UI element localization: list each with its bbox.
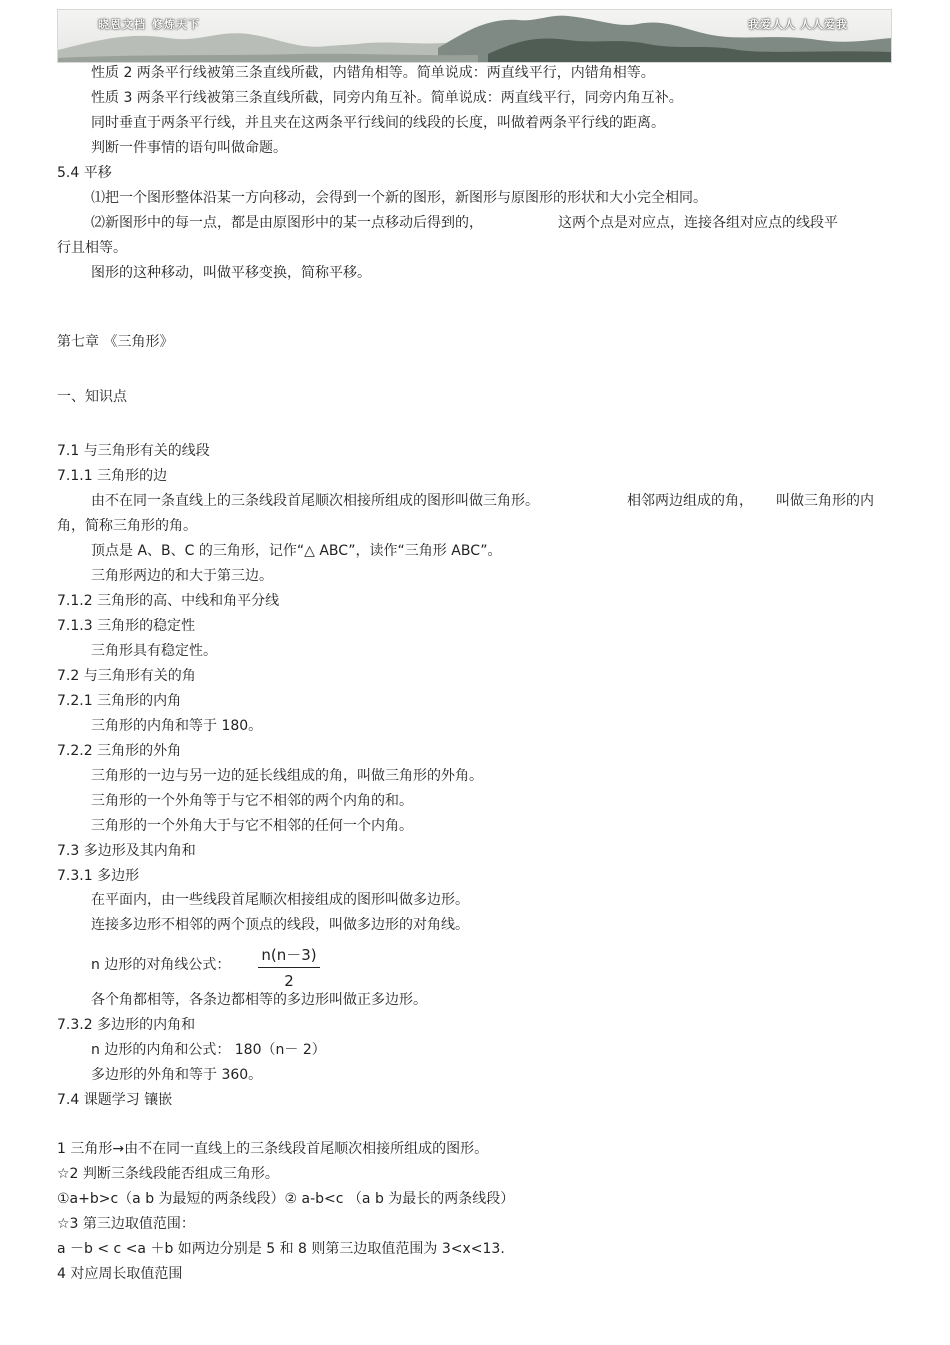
text-line: 由不在同一条直线上的三条线段首尾顺次相接所组成的图形叫做三角形。 bbox=[91, 493, 539, 509]
text-line: 三角形的一边与另一边的延长线组成的角，叫做三角形的外角。 bbox=[91, 768, 483, 784]
text-line: ①a+b>c（a b 为最短的两条线段）② a-b<c （a b 为最长的两条线段） bbox=[57, 1191, 515, 1207]
subsection-heading: 7.1.1 三角形的边 bbox=[57, 468, 168, 484]
text-line: 性质 3 两条平行线被第三条直线所截，同旁内角互补。简单说成：两直线平行，同旁内角互补。 bbox=[91, 90, 683, 106]
text-line: 相邻两边组成的角， bbox=[627, 493, 753, 509]
section-heading: 5.4 平移 bbox=[57, 165, 112, 181]
text-line: ☆2 判断三条线段能否组成三角形。 bbox=[57, 1166, 279, 1182]
formula-numerator: n(n－3) bbox=[258, 944, 320, 968]
section-heading: 7.2 与三角形有关的角 bbox=[57, 668, 196, 684]
text-line: 连接多边形不相邻的两个顶点的线段，叫做多边形的对角线。 bbox=[91, 917, 469, 933]
text-line: 判断一件事情的语句叫做命题。 bbox=[91, 140, 287, 156]
subsection-heading: 7.3.1 多边形 bbox=[57, 868, 140, 884]
text-line: 多边形的外角和等于 360。 bbox=[91, 1067, 263, 1083]
text-line: 三角形的内角和等于 180。 bbox=[91, 718, 263, 734]
text-line: ☆3 第三边取值范围： bbox=[57, 1216, 195, 1232]
text-line: 三角形的一个外角等于与它不相邻的两个内角的和。 bbox=[91, 793, 413, 809]
formula-denominator: 2 bbox=[284, 972, 294, 990]
text-line: 1 三角形→由不在同一直线上的三条线段首尾顺次相接所组成的图形。 bbox=[57, 1141, 489, 1157]
text-line: 角，简称三角形的角。 bbox=[57, 518, 197, 534]
text-line: 叫做三角形的内 bbox=[776, 493, 874, 509]
text-line: 三角形的一个外角大于与它不相邻的任何一个内角。 bbox=[91, 818, 413, 834]
subsection-heading: 7.2.2 三角形的外角 bbox=[57, 743, 182, 759]
banner-text-left-2: 修炼天下 bbox=[152, 18, 200, 31]
chapter-title: 第七章 《三角形》 bbox=[57, 334, 174, 350]
text-line: 图形的这种移动，叫做平移变换，简称平移。 bbox=[91, 265, 371, 281]
banner-text-right-1: 我爱人人 bbox=[748, 18, 796, 31]
text-line: 顶点是 A、B、C 的三角形，记作“△ ABC”，读作“三角形 ABC”。 bbox=[91, 543, 502, 559]
subsection-heading: 7.1.2 三角形的高、中线和角平分线 bbox=[57, 593, 280, 609]
section-heading: 一、知识点 bbox=[57, 389, 127, 405]
text-line: 4 对应周长取值范围 bbox=[57, 1266, 183, 1282]
subsection-heading: 7.3.2 多边形的内角和 bbox=[57, 1017, 196, 1033]
text-line: ⑵新图形中的每一点，都是由原图形中的某一点移动后得到的， bbox=[91, 215, 483, 231]
text-line: 各个角都相等，各条边都相等的多边形叫做正多边形。 bbox=[91, 992, 427, 1008]
text-line: 这两个点是对应点，连接各组对应点的线段平 bbox=[558, 215, 838, 231]
text-line: n 边形的对角线公式： bbox=[91, 957, 231, 973]
banner-text-right-2: 人人爱我 bbox=[800, 18, 848, 31]
text-line: 在平面内，由一些线段首尾顺次相接组成的图形叫做多边形。 bbox=[91, 892, 469, 908]
text-line: 三角形具有稳定性。 bbox=[91, 643, 217, 659]
text-line: 同时垂直于两条平行线，并且夹在这两条平行线间的线段的长度，叫做着两条平行线的距离。 bbox=[91, 115, 665, 131]
subsection-heading: 7.2.1 三角形的内角 bbox=[57, 693, 182, 709]
text-line: n 边形的内角和公式： 180（n－ 2） bbox=[91, 1042, 326, 1058]
section-heading: 7.1 与三角形有关的线段 bbox=[57, 443, 210, 459]
banner-text-left-1: 晓恩文档 bbox=[98, 18, 146, 31]
subsection-heading: 7.1.3 三角形的稳定性 bbox=[57, 618, 196, 634]
text-line: ⑴把一个图形整体沿某一方向移动，会得到一个新的图形，新图形与原图形的形状和大小完全相同。 bbox=[91, 190, 707, 206]
text-line: a －b < c <a ＋b 如两边分别是 5 和 8 则第三边取值范围为 3<x<13. bbox=[57, 1241, 505, 1257]
diagonal-formula bbox=[258, 944, 320, 990]
header-banner bbox=[57, 9, 892, 63]
text-line: 行且相等。 bbox=[57, 240, 127, 256]
section-heading: 7.4 课题学习 镶嵌 bbox=[57, 1092, 173, 1108]
text-line: 性质 2 两条平行线被第三条直线所截，内错角相等。简单说成：两直线平行，内错角相等。 bbox=[91, 65, 655, 81]
text-line: 三角形两边的和大于第三边。 bbox=[91, 568, 273, 584]
section-heading: 7.3 多边形及其内角和 bbox=[57, 843, 196, 859]
